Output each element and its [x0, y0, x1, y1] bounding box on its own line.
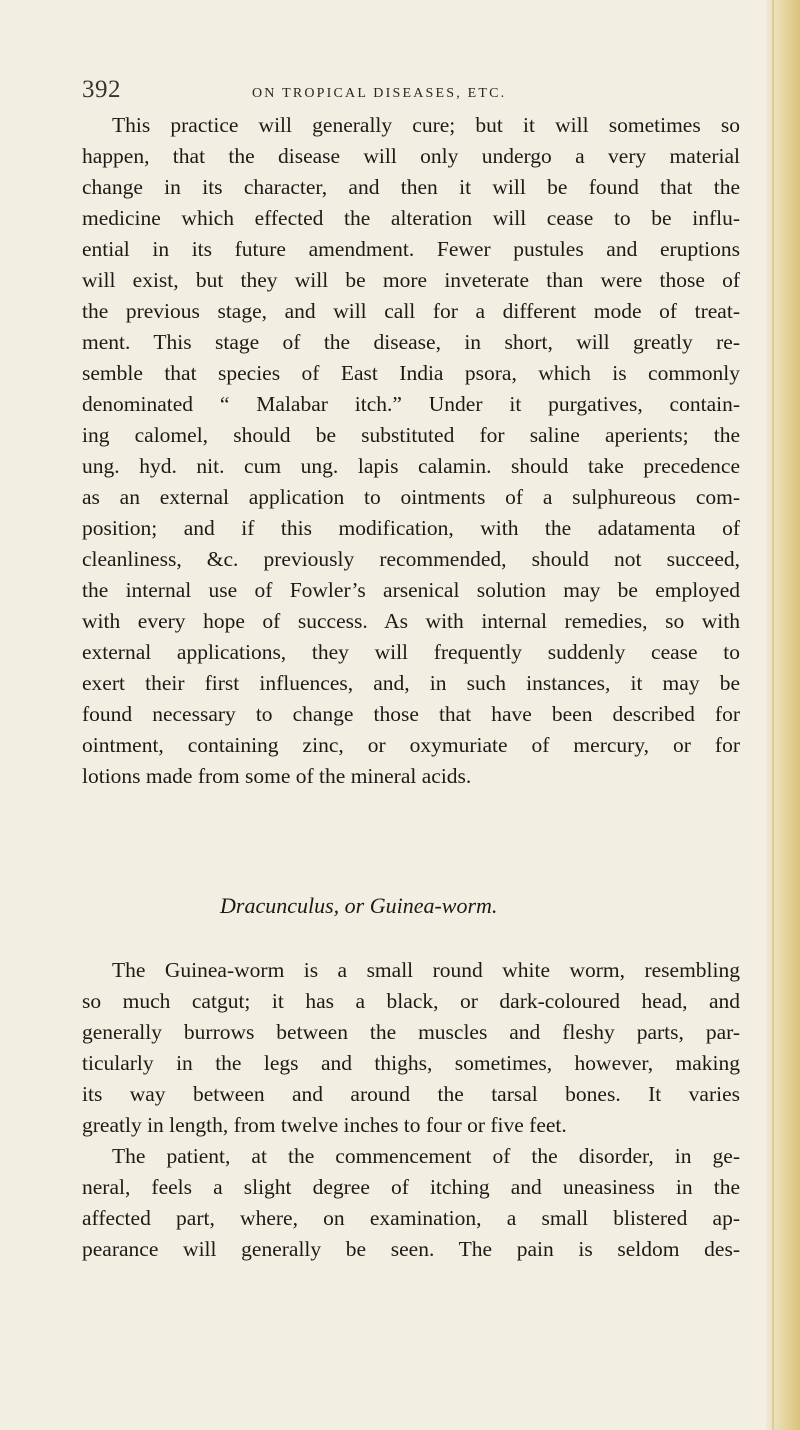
text-line: as an external application to ointments of a sulphureous com-	[82, 485, 740, 509]
text-line: neral, feels a slight degree of itching and uneasiness in the	[82, 1175, 740, 1199]
text-line: medicine which effected the alteration will cease to be influ-	[82, 206, 740, 230]
text-line: greatly in length, from twelve inches to four or five feet.	[82, 1113, 567, 1137]
text-line: the internal use of Fowler’s arsenical solution may be employed	[82, 578, 740, 602]
text-line: happen, that the disease will only undergo a very material	[82, 144, 740, 168]
text-line: exert their first influences, and, in such instances, it may be	[82, 671, 740, 695]
text-line: lotions made from some of the mineral acids.	[82, 764, 472, 788]
text-line: found necessary to change those that have been described for	[82, 702, 740, 726]
page-edge	[766, 0, 800, 1430]
running-head: ON TROPICAL DISEASES, ETC.	[252, 86, 507, 101]
text-line: will exist, but they will be more inveterate than were those of	[82, 268, 740, 292]
text-line: ment. This stage of the disease, in short, will greatly re-	[82, 330, 740, 354]
text-line: pearance will generally be seen. The pain is seldom des-	[82, 1237, 740, 1261]
text-line: external applications, they will frequently suddenly cease to	[82, 640, 740, 664]
text-line: generally burrows between the muscles and fleshy parts, par-	[82, 1020, 740, 1044]
text-line: denominated “ Malabar itch.” Under it purgatives, contain-	[82, 392, 740, 416]
text-line: ung. hyd. nit. cum ung. lapis calamin. should take precedence	[82, 454, 740, 478]
text-line: cleanliness, &c. previously recommended, should not succeed,	[82, 547, 740, 571]
text-line: affected part, where, on examination, a small blistered ap-	[82, 1206, 740, 1230]
text-line: semble that species of East India psora, which is commonly	[82, 361, 740, 385]
heading-common: Guinea-worm.	[369, 893, 498, 918]
heading-latin: Dracunculus,	[220, 893, 340, 918]
text-line: ential in its future amendment. Fewer pustules and eruptions	[82, 237, 740, 261]
text-line: The patient, at the commencement of the disorder, in ge-	[112, 1144, 740, 1168]
text-line: so much catgut; it has a black, or dark-coloured head, and	[82, 989, 740, 1013]
text-line: This practice will generally cure; but it will sometimes so	[112, 113, 740, 137]
text-line: change in its character, and then it will be found that the	[82, 175, 740, 199]
text-line: ing calomel, should be substituted for saline aperients; the	[82, 423, 740, 447]
page-number: 392	[82, 76, 121, 103]
text-line: with every hope of success. As with internal remedies, so with	[82, 609, 740, 633]
text-line: The Guinea-worm is a small round white worm, resembling	[112, 958, 740, 982]
heading-connector: or	[344, 893, 365, 918]
section-heading	[220, 894, 497, 918]
text-line: position; and if this modification, with the adatamenta of	[82, 516, 740, 540]
text-line: its way between and around the tarsal bones. It varies	[82, 1082, 740, 1106]
text-line: the previous stage, and will call for a different mode of treat-	[82, 299, 740, 323]
text-line: ointment, containing zinc, or oxymuriate of mercury, or for	[82, 733, 740, 757]
text-line: ticularly in the legs and thighs, sometimes, however, making	[82, 1051, 740, 1075]
